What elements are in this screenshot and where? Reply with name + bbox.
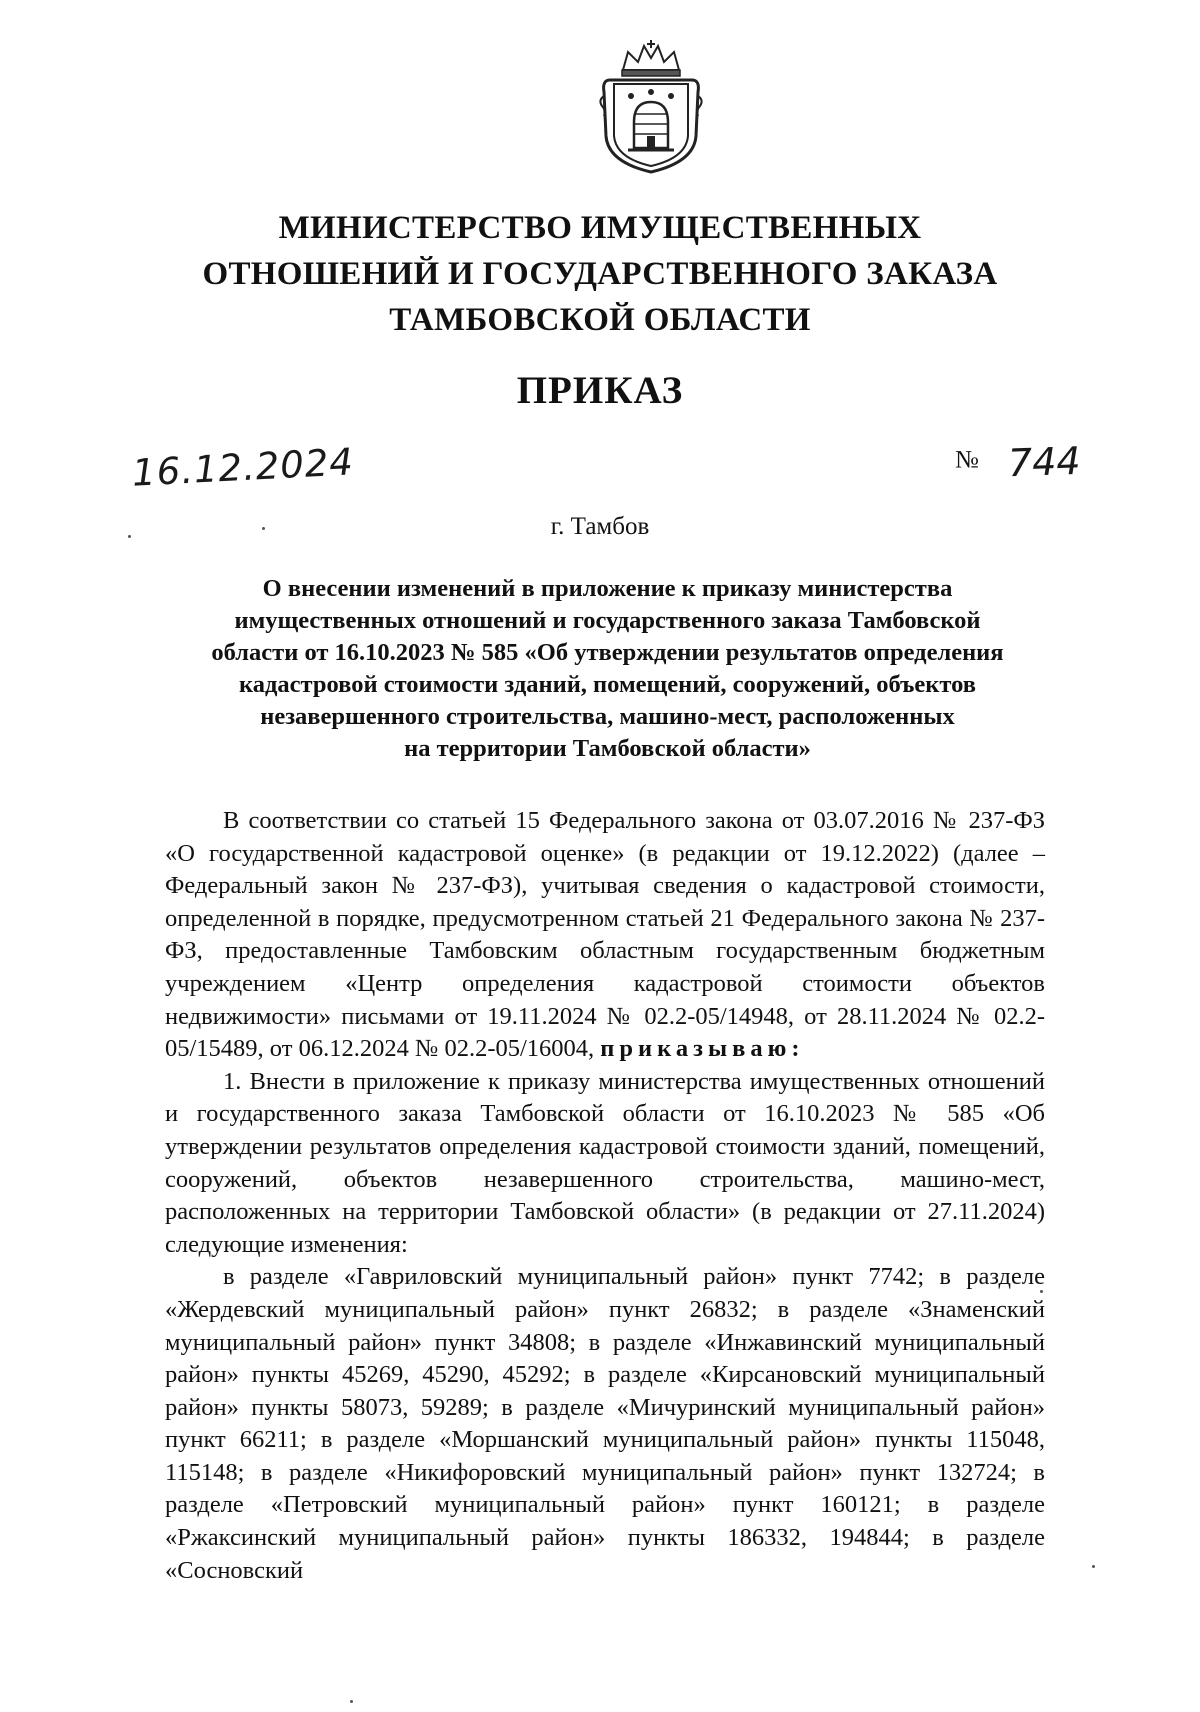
subject-line-2: имущественных отношений и государственного заказа Тамбовской	[234, 607, 981, 634]
ministry-line-1: МИНИСТЕРСТВО ИМУЩЕСТВЕННЫХ	[278, 210, 922, 246]
subject-line-1: О внесении изменений в приложение к приказу министерства	[262, 575, 953, 602]
item-1-sections-paragraph: в разделе «Гавриловский муниципальный район» пункт 7742; в разделе «Жердевский муниципальный район» пункт 26832; в разделе «Знаменский муниципальный район» пункт 34808; в разделе «Инжавинский муниципальный район» пункты 45269, 45290, 45292; в разделе «Кирсановский муниципальный район» пункты 58073, 59289; в разделе «Мичуринский муниципальный район» пункт 66211; в разделе «Моршанский муниципальный район» пункты 115048, 115148; в разделе «Никифоровский муниципальный район» пункт 132724; в разделе «Петровский муниципальный район» пункт 160121; в разделе «Ржаксинский муниципальный район» пункты 186332, 194844; в разделе «Сосновский	[165, 1263, 1045, 1584]
number-sign: №	[955, 446, 979, 474]
order-subject-heading	[170, 573, 1045, 765]
handwritten-order-number: 744	[1007, 438, 1082, 486]
scan-speck	[128, 535, 131, 538]
handwritten-date: 16.12.2024	[131, 440, 355, 495]
scan-speck	[1092, 1565, 1095, 1568]
city-name: г. Тамбов	[550, 513, 650, 540]
coat-of-arms-icon	[598, 40, 704, 174]
order-body	[165, 805, 1045, 1587]
order-keyword: приказываю:	[600, 1035, 805, 1063]
subject-line-3: области от 16.10.2023 № 585 «Об утверждении результатов определения	[211, 639, 1004, 666]
scan-speck	[1040, 1290, 1043, 1293]
scan-speck	[350, 1700, 353, 1703]
subject-line-6: на территории Тамбовской области»	[404, 735, 811, 762]
item-1-paragraph: 1. Внести в приложение к приказу министерства имущественных отношений и государственного заказа Тамбовской области от 16.10.2023 № 585 «Об утверждении результатов определения кадастровой стоимости зданий, помещений, сооружений, объектов незавершенного строительства, машино-мест, расположенных на территории Тамбовской области» (в редакции от 27.11.2024) следующие изменения:	[165, 1067, 1045, 1258]
subject-line-4: кадастровой стоимости зданий, помещений, сооружений, объектов	[239, 671, 976, 698]
order-number-label	[955, 446, 979, 474]
scan-speck	[262, 527, 265, 530]
document-type-title: ПРИКАЗ	[516, 369, 684, 412]
subject-line-5: незавершенного строительства, машино-мест, расположенных	[260, 703, 955, 730]
preamble-text: В соответствии со статьей 15 Федерального закона от 03.07.2016 № 237-ФЗ «О государственной кадастровой оценке» (в редакции от 19.12.2022) (далее – Федеральный закон № 237-ФЗ), учитывая сведения о кадастровой стоимости, определенной в порядке, предусмотренном статьей 21 Федерального закона № 237-ФЗ, предоставленные Тамбовским областным государственным бюджетным учреждением «Центр определения кадастровой стоимости объектов недвижимости» письмами от 19.11.2024 № 02.2-05/14948, от 28.11.2024 № 02.2-05/15489, от 06.12.2024 № 02.2-05/16004,	[165, 807, 1045, 1063]
preamble-paragraph	[165, 805, 1045, 1066]
ministry-name	[150, 205, 1050, 343]
ministry-line-2: ОТНОШЕНИЙ И ГОСУДАРСТВЕННОГО ЗАКАЗА	[202, 256, 998, 292]
ministry-line-3: ТАМБОВСКОЙ ОБЛАСТИ	[389, 302, 811, 338]
